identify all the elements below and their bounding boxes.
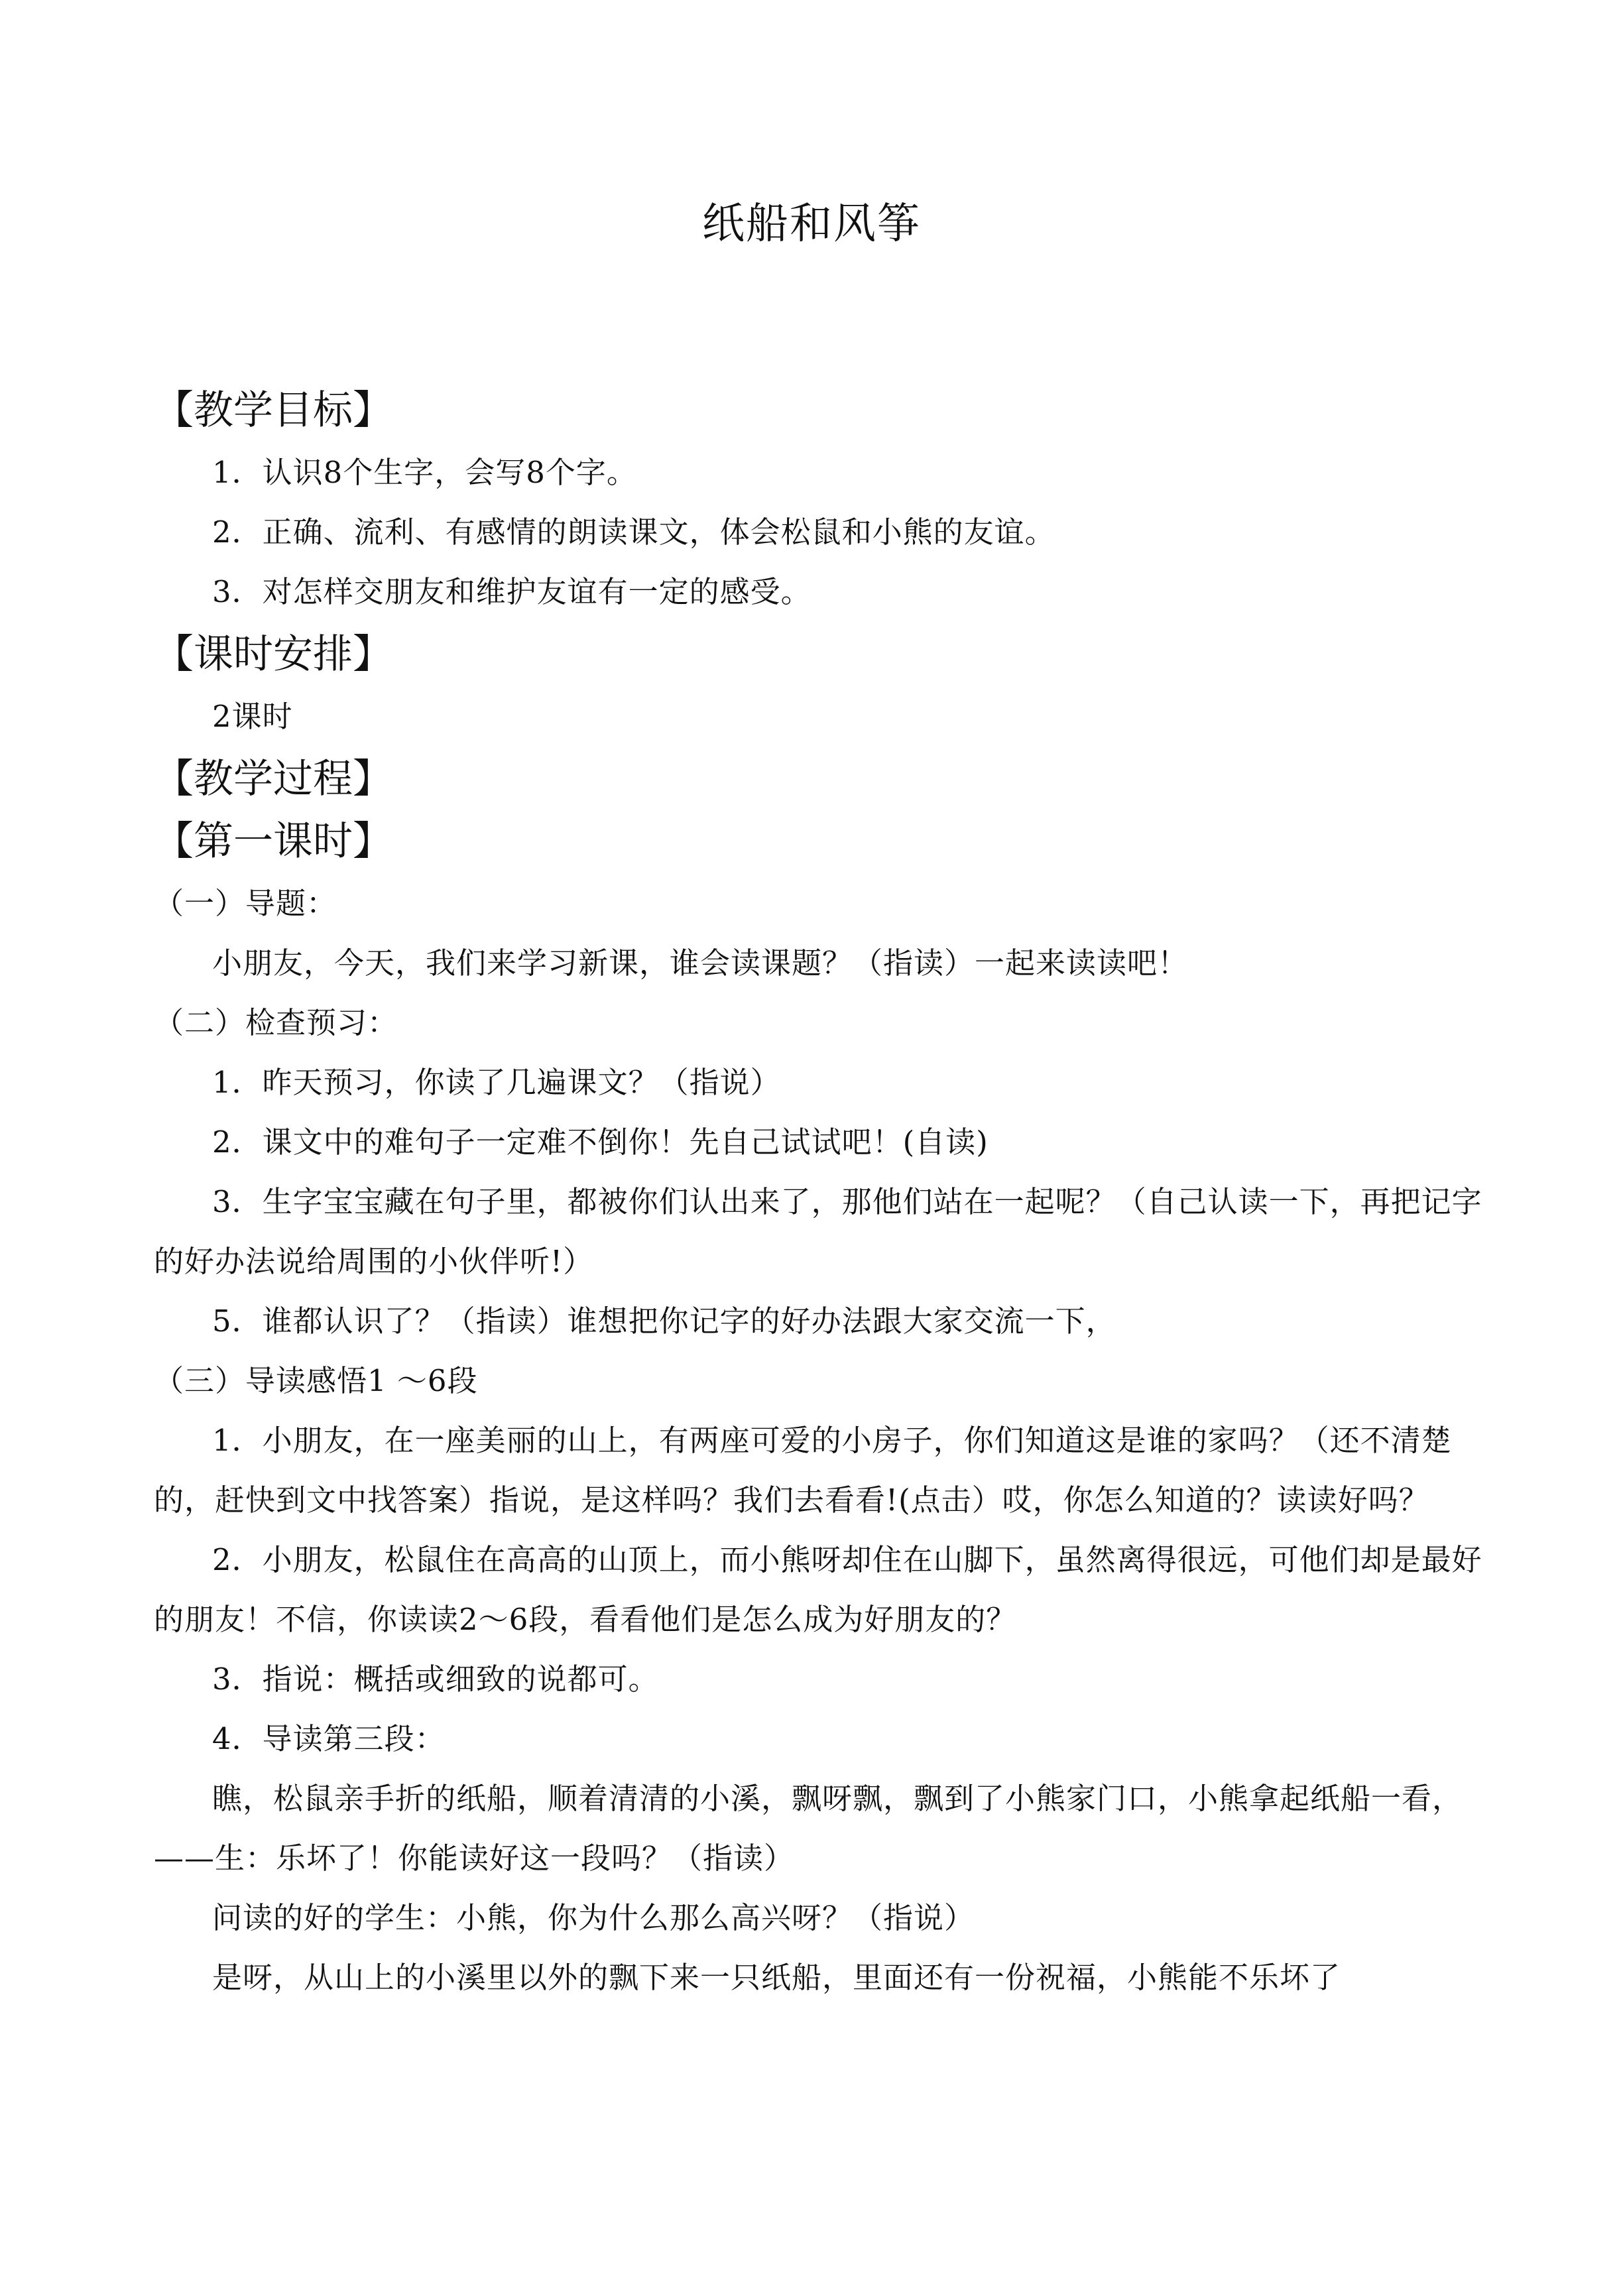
paragraph: 5．谁都认识了？（指读）谁想把你记字的好办法跟大家交流一下，	[212, 1303, 1116, 1339]
paragraph: 1．昨天预习，你读了几遍课文？（指说）	[212, 1065, 781, 1100]
paragraph: 是呀，从山上的小溪里以外的飘下来一只纸船，里面还有一份祝福，小熊能不乐坏了	[212, 1960, 1341, 1995]
paragraph: 3．生字宝宝藏在句子里，都被你们认出来了，那他们站在一起呢？（自己认读一下，再把记字的好办法说给周围的小伙伴听!）	[154, 1184, 1482, 1279]
paragraph: 1．认识8个生字，会写8个字。	[212, 455, 637, 490]
heading-schedule: 【课时安排】	[154, 631, 392, 678]
paragraph: 问读的好的学生：小熊，你为什么那么高兴呀？（指说）	[212, 1900, 975, 1935]
section-label: （一）导题：	[154, 886, 337, 921]
paragraph: 2课时	[212, 699, 293, 734]
section-label: （二）检查预习：	[154, 1005, 398, 1040]
document-body	[154, 381, 1493, 2008]
paragraph: 4．导读第三段：	[212, 1721, 446, 1756]
paragraph: 瞧，松鼠亲手折的纸船，顺着清清的小溪，飘呀飘，飘到了小熊家门口，小熊拿起纸船一看，——生：乐坏了！你能读好这一段吗？（指读）	[154, 1781, 1463, 1876]
document-title: 纸船和风筝	[702, 200, 921, 249]
paragraph: 3．指说：概括或细致的说都可。	[212, 1662, 659, 1697]
paragraph: 2．正确、流利、有感情的朗读课文，体会松鼠和小熊的友谊。	[212, 514, 1055, 550]
paragraph: 2．课文中的难句子一定难不倒你！先自己试试吧！(自读)	[212, 1124, 989, 1160]
heading-teaching-goals: 【教学目标】	[154, 387, 392, 434]
paragraph: 1．小朋友，在一座美丽的山上，有两座可爱的小房子，你们知道这是谁的家吗？（还不清楚的，赶快到文中找答案）指说，是这样吗？我们去看看!(点击）哎，你怎么知道的？读读好吗？	[154, 1423, 1452, 1518]
paragraph: 3．对怎样交朋友和维护友谊有一定的感受。	[212, 574, 812, 609]
paragraph: 小朋友，今天，我们来学习新课，谁会读课题？（指读）一起来读读吧！	[212, 945, 1189, 981]
paragraph: 2．小朋友，松鼠住在高高的山顶上，而小熊呀却住在山脚下，虽然离得很远，可他们却是最好的朋友！不信，你读读2～6段，看看他们是怎么成为好朋友的？	[154, 1542, 1482, 1637]
section-label: （三）导读感悟1 ～6段	[154, 1363, 478, 1398]
heading-first-lesson: 【第一课时】	[154, 818, 392, 865]
heading-teaching-process: 【教学过程】	[154, 756, 392, 802]
